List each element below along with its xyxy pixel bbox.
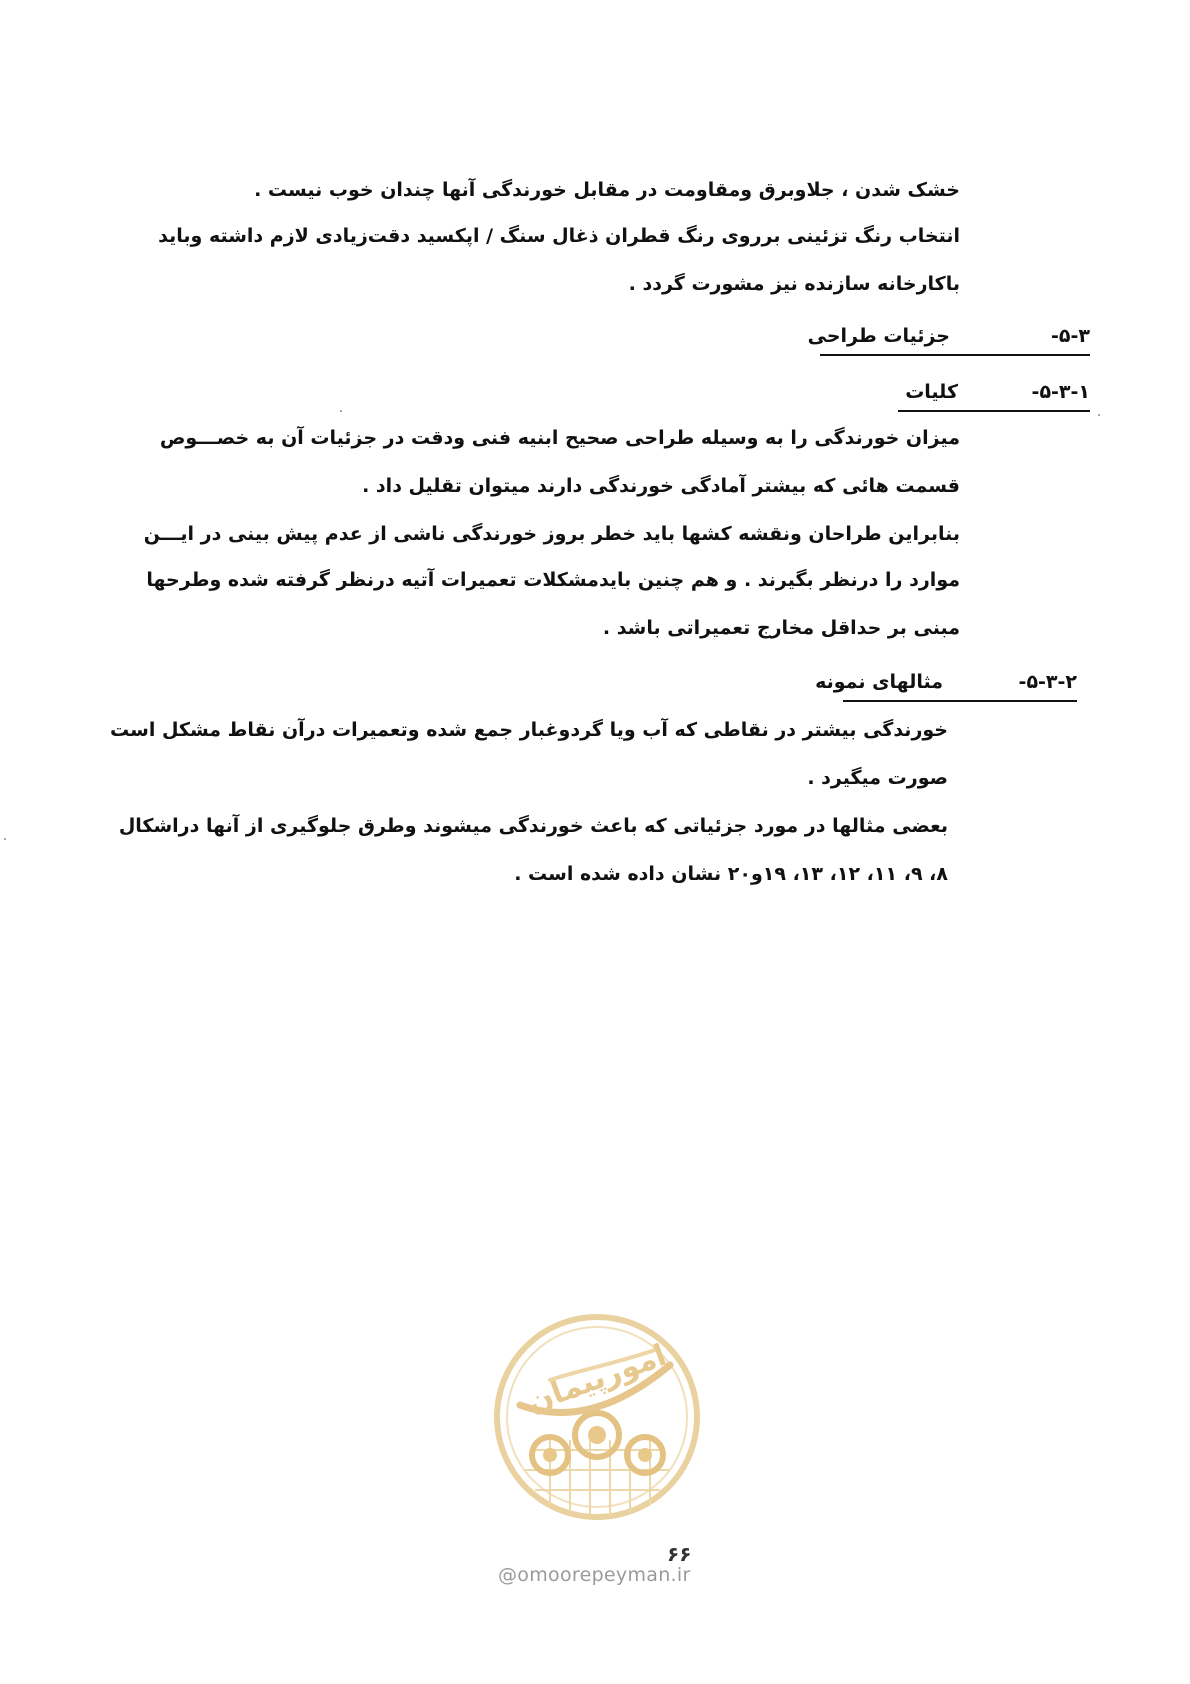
text-line: موارد را درنظر بگیرند . و هم چنین بایدمشکلات تعمیرات آتیه درنظر گرفته شده وطرحها bbox=[146, 569, 960, 591]
website-watermark: @omoorepeyman.ir bbox=[498, 1564, 691, 1586]
text-line: مبنی بر حداقل مخارج تعمیراتی باشد . bbox=[602, 617, 960, 639]
section-title: کلیات bbox=[905, 381, 958, 403]
text-line: قسمت هائی که بیشتر آمادگی خورندگی دارند میتوان تقلیل داد . bbox=[362, 475, 960, 497]
watermark-logo-text: امورپیمان bbox=[522, 1337, 672, 1421]
text-line: خشک شدن ، جلاوبرق ومقاومت در مقابل خورندگی آنها چندان خوب نیست . bbox=[254, 179, 960, 201]
text-line: صورت میگیرد . bbox=[807, 767, 948, 789]
section-heading-5-3-2 bbox=[815, 668, 1077, 702]
section-number: ۵-۳-۱- bbox=[1031, 381, 1090, 403]
section-number: ۵-۳- bbox=[1051, 325, 1090, 347]
watermark-logo-icon bbox=[490, 1310, 705, 1525]
section-number: ۵-۳-۲- bbox=[1018, 671, 1077, 693]
scan-speck bbox=[340, 410, 342, 412]
text-line: بعضی مثالها در مورد جزئیاتی که باعث خورندگی میشوند وطرق جلوگیری از آنها دراشکال bbox=[118, 815, 948, 837]
page-number: ۶۶ bbox=[667, 1542, 692, 1566]
text-line: باکارخانه سازنده نیز مشورت گردد . bbox=[628, 273, 960, 295]
text-line: انتخاب رنگ تزئینی برروی رنگ قطران ذغال سنگ / اپکسید دقت‌زیادی لازم داشته وباید bbox=[158, 225, 960, 247]
scan-speck bbox=[4, 838, 6, 840]
scan-speck bbox=[1098, 414, 1100, 416]
section-heading-5-3-1 bbox=[898, 378, 1090, 412]
text-line: میزان خورندگی را به وسیله طراحی صحیح ابنیه فنی ودقت در جزئیات آن به خصـــوص bbox=[159, 427, 960, 449]
section-heading-5-3 bbox=[807, 322, 1090, 356]
text-line: ۸، ۹، ۱۱، ۱۲، ۱۳، ۱۹و۲۰ نشان داده شده است . bbox=[514, 863, 948, 885]
text-line: بنابراین طراحان ونقشه کشها باید خطر بروز خورندگی ناشی از عدم پیش بینی در ایـــن bbox=[143, 523, 960, 545]
text-line: خورندگی بیشتر در نقاطی که آب ویا گردوغبار جمع شده وتعمیرات درآن نقاط مشکل است bbox=[110, 719, 948, 741]
section-title: جزئیات طراحی bbox=[807, 325, 950, 347]
section-title: مثالهای نمونه bbox=[815, 671, 943, 693]
